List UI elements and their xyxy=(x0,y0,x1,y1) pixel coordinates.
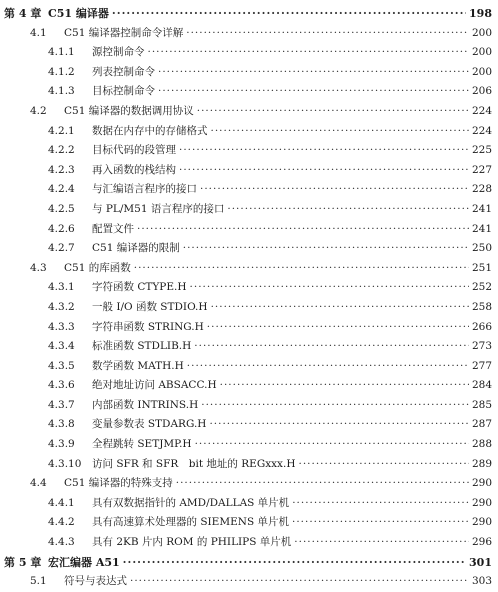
dot-leader xyxy=(112,4,466,24)
toc-entry-row[interactable] xyxy=(0,474,498,494)
toc-entry-number: 4.2 xyxy=(30,104,47,117)
toc-entry-title: 具有高速算术处理器的 SIEMENS 单片机 xyxy=(92,516,289,529)
dot-leader xyxy=(298,455,468,475)
dot-leader xyxy=(158,63,469,83)
toc-entry-title: 全程跳转 SETJMP.H xyxy=(92,438,192,451)
toc-entry-number: 4.2.3 xyxy=(48,163,75,176)
toc-page-number: 287 xyxy=(471,418,492,431)
toc-entry-number: 4.3.6 xyxy=(48,379,75,392)
toc-entry-title: 目标代码的段管理 xyxy=(92,144,176,157)
toc-entry-title: 与 PL/M51 语言程序的接口 xyxy=(92,202,225,215)
toc-entry-row[interactable] xyxy=(0,318,498,338)
dot-leader xyxy=(211,298,469,318)
toc-entry-row[interactable] xyxy=(0,376,498,396)
toc-page-number: 228 xyxy=(471,183,492,196)
toc-entry-row[interactable] xyxy=(0,396,498,416)
dot-leader xyxy=(179,161,469,181)
dot-leader xyxy=(130,572,469,592)
toc-entry-number: 4.3.3 xyxy=(48,320,75,333)
toc-entry-number: 第 4 章 xyxy=(4,7,42,20)
toc-entry-title: 源控制命令 xyxy=(92,46,145,59)
toc-entry-row[interactable] xyxy=(0,63,498,83)
dot-leader xyxy=(201,396,469,416)
dot-leader xyxy=(186,24,469,44)
toc-entry-title: 具有 2KB 片内 ROM 的 PHILIPS 单片机 xyxy=(92,536,292,549)
dot-leader xyxy=(195,435,469,455)
toc-entry-title: 目标控制命令 xyxy=(92,85,155,98)
toc-entry-number: 4.1.1 xyxy=(48,46,75,59)
dot-leader xyxy=(197,102,469,122)
dot-leader xyxy=(207,318,469,338)
dot-leader xyxy=(227,200,469,220)
toc-entry-number: 4.1.3 xyxy=(48,85,75,98)
toc-page-number: 289 xyxy=(471,457,492,470)
toc-page-number: 206 xyxy=(471,85,492,98)
toc-entry-row[interactable] xyxy=(0,357,498,377)
toc-entry-number: 4.2.7 xyxy=(48,242,75,255)
toc-page-number: 303 xyxy=(471,575,492,588)
toc-page-number: 224 xyxy=(471,104,492,117)
toc-entry-number: 4.4.1 xyxy=(48,496,75,509)
toc-entry-number: 5.1 xyxy=(30,575,47,588)
toc-entry-number: 4.2.4 xyxy=(48,183,75,196)
toc-entry-title: 一般 I/O 函数 STDIO.H xyxy=(92,300,208,313)
toc-page-number: 241 xyxy=(471,202,492,215)
toc-page-number: 200 xyxy=(471,46,492,59)
dot-leader xyxy=(220,376,469,396)
toc-entry-number: 4.3.7 xyxy=(48,398,75,411)
toc-page-number: 251 xyxy=(471,261,492,274)
toc-entry-title: C51 编译器的特殊支持 xyxy=(64,477,173,490)
toc-entry-row[interactable] xyxy=(0,572,498,592)
toc-entry-number: 4.3.4 xyxy=(48,340,75,353)
toc-chapter-row[interactable] xyxy=(0,553,498,573)
toc-page-number: 224 xyxy=(471,124,492,137)
toc-entry-title: 符号与表达式 xyxy=(64,575,127,588)
toc-entry-title: 数学函数 MATH.H xyxy=(92,359,184,372)
toc-page-number: 296 xyxy=(471,536,492,549)
toc-entry-number: 4.3.8 xyxy=(48,418,75,431)
toc-entry-row[interactable] xyxy=(0,239,498,259)
toc-entry-row[interactable] xyxy=(0,82,498,102)
toc-page-number: 288 xyxy=(471,438,492,451)
toc-page-number: 277 xyxy=(471,359,492,372)
dot-leader xyxy=(292,513,469,533)
toc-page-number: 290 xyxy=(471,516,492,529)
dot-leader xyxy=(137,220,469,240)
toc-entry-row[interactable] xyxy=(0,180,498,200)
table-of-contents xyxy=(0,4,498,592)
toc-entry-row[interactable] xyxy=(0,415,498,435)
toc-entry-row[interactable] xyxy=(0,43,498,63)
toc-entry-row[interactable] xyxy=(0,455,498,475)
toc-entry-row[interactable] xyxy=(0,122,498,142)
toc-entry-title: 再入函数的栈结构 xyxy=(92,163,176,176)
toc-page-number: 266 xyxy=(471,320,492,333)
toc-page-number: 273 xyxy=(471,340,492,353)
toc-entry-title: 字符函数 CTYPE.H xyxy=(92,281,187,294)
dot-leader xyxy=(134,259,469,279)
toc-entry-row[interactable] xyxy=(0,513,498,533)
dot-leader xyxy=(294,533,469,553)
toc-entry-number: 4.3 xyxy=(30,261,47,274)
toc-page-number: 252 xyxy=(471,281,492,294)
toc-entry-number: 4.3.2 xyxy=(48,300,75,313)
toc-entry-title: 绝对地址访问 ABSACC.H xyxy=(92,379,217,392)
toc-page-number: 290 xyxy=(471,496,492,509)
toc-page-number: 284 xyxy=(471,379,492,392)
toc-entry-title: C51 编译器控制命令详解 xyxy=(64,26,184,39)
toc-entry-number: 4.2.1 xyxy=(48,124,75,137)
toc-page-number: 250 xyxy=(471,242,492,255)
toc-entry-title: C51 编译器的数据调用协议 xyxy=(64,104,194,117)
toc-entry-row[interactable] xyxy=(0,259,498,279)
toc-entry-title: 宏汇编器 A51 xyxy=(48,555,120,569)
toc-entry-number: 4.4.2 xyxy=(48,516,75,529)
dot-leader xyxy=(187,357,469,377)
toc-entry-row[interactable] xyxy=(0,200,498,220)
dot-leader xyxy=(292,494,469,514)
toc-entry-title: 字符串函数 STRING.H xyxy=(92,320,204,333)
toc-entry-title: 标准函数 STDLIB.H xyxy=(92,340,192,353)
toc-page-number: 225 xyxy=(471,144,492,157)
toc-entry-title: C51 的库函数 xyxy=(64,261,131,274)
dot-leader xyxy=(176,474,469,494)
toc-page-number: 285 xyxy=(471,398,492,411)
toc-entry-row[interactable] xyxy=(0,533,498,553)
toc-entry-number: 4.3.1 xyxy=(48,281,75,294)
toc-entry-row[interactable] xyxy=(0,494,498,514)
toc-entry-number: 4.3.10 xyxy=(48,457,82,470)
toc-entry-title: 配置文件 xyxy=(92,222,134,235)
toc-chapter-row[interactable] xyxy=(0,4,498,24)
toc-entry-number: 4.2.6 xyxy=(48,222,75,235)
toc-entry-title: 变量参数表 STDARG.H xyxy=(92,418,207,431)
toc-entry-number: 4.3.9 xyxy=(48,438,75,451)
toc-page-number: 200 xyxy=(471,26,492,39)
toc-entry-row[interactable] xyxy=(0,161,498,181)
toc-entry-row[interactable] xyxy=(0,102,498,122)
toc-page-number: 200 xyxy=(471,65,492,78)
dot-leader xyxy=(123,553,466,573)
toc-entry-title: 具有双数据指针的 AMD/DALLAS 单片机 xyxy=(92,496,290,509)
toc-entry-row[interactable] xyxy=(0,278,498,298)
toc-page-number: 301 xyxy=(469,555,492,569)
toc-entry-row[interactable] xyxy=(0,220,498,240)
toc-entry-row[interactable] xyxy=(0,298,498,318)
toc-entry-number: 4.2.5 xyxy=(48,202,75,215)
toc-entry-row[interactable] xyxy=(0,435,498,455)
toc-entry-number: 4.4.3 xyxy=(48,536,75,549)
toc-entry-row[interactable] xyxy=(0,337,498,357)
dot-leader xyxy=(190,278,469,298)
dot-leader xyxy=(194,337,469,357)
toc-entry-title: 访问 SFR 和 SFR bit 地址的 REGxxx.H xyxy=(92,457,296,470)
toc-entry-number: 4.2.2 xyxy=(48,144,75,157)
dot-leader xyxy=(211,122,469,142)
toc-entry-title: 内部函数 INTRINS.H xyxy=(92,398,199,411)
toc-entry-number: 第 5 章 xyxy=(4,555,42,569)
toc-entry-title: 与汇编语言程序的接口 xyxy=(92,183,197,196)
toc-page-number: 198 xyxy=(469,7,492,20)
toc-entry-row[interactable] xyxy=(0,24,498,44)
toc-entry-number: 4.1 xyxy=(30,26,47,39)
dot-leader xyxy=(158,82,469,102)
toc-entry-row[interactable] xyxy=(0,141,498,161)
toc-entry-title: C51 编译器 xyxy=(48,7,109,20)
dot-leader xyxy=(209,415,469,435)
toc-entry-title: 数据在内存中的存储格式 xyxy=(92,124,208,137)
dot-leader xyxy=(148,43,469,63)
toc-entry-number: 4.4 xyxy=(30,477,47,490)
toc-page-number: 290 xyxy=(471,477,492,490)
toc-page-number: 227 xyxy=(471,163,492,176)
toc-entry-title: 列表控制命令 xyxy=(92,65,155,78)
toc-page-number: 241 xyxy=(471,222,492,235)
toc-entry-title: C51 编译器的限制 xyxy=(92,242,180,255)
dot-leader xyxy=(200,180,469,200)
toc-entry-number: 4.3.5 xyxy=(48,359,75,372)
dot-leader xyxy=(179,141,469,161)
dot-leader xyxy=(183,239,469,259)
toc-page-number: 258 xyxy=(471,300,492,313)
toc-entry-number: 4.1.2 xyxy=(48,65,75,78)
